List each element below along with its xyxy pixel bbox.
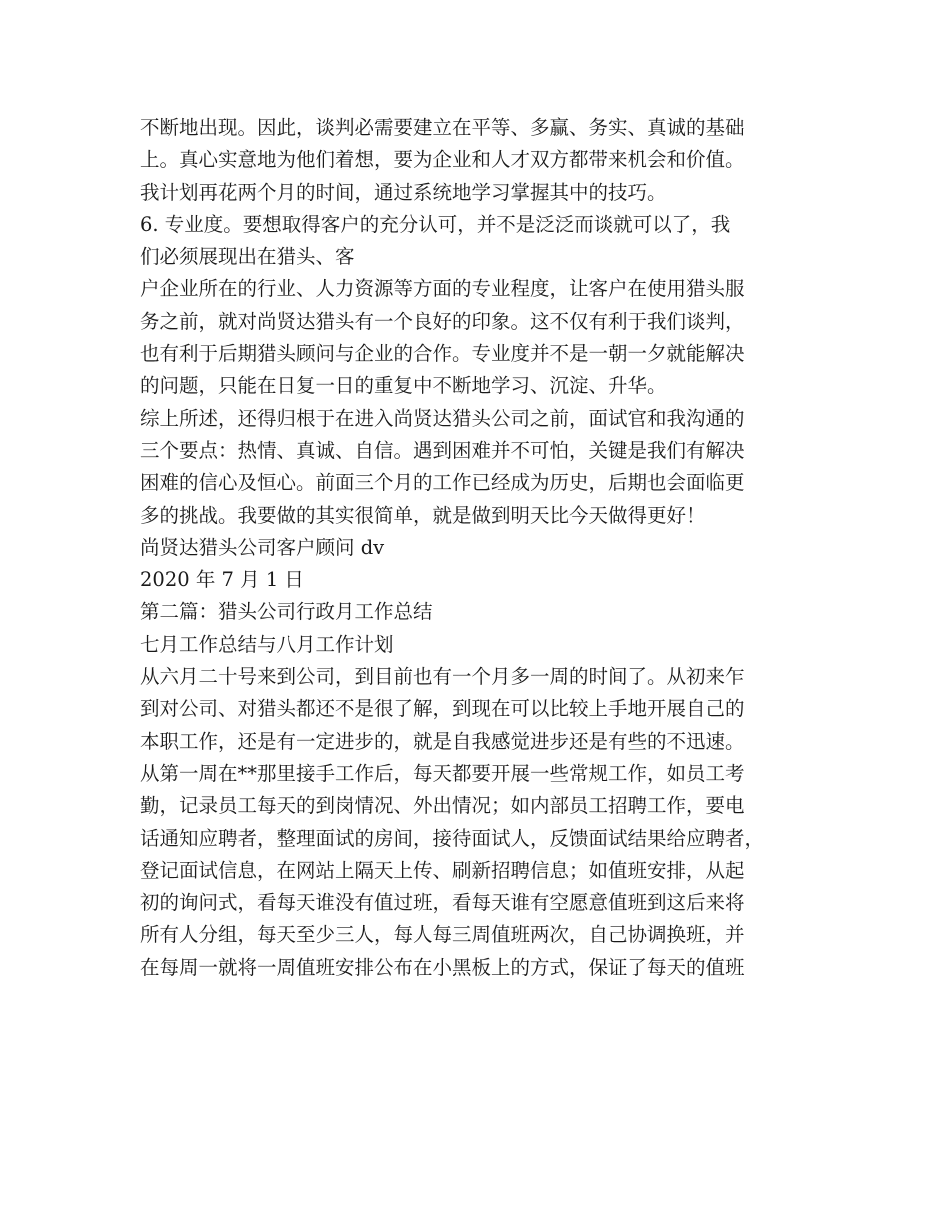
text-line: 本职工作，还是有一定进步的，就是自我感觉进步还是有些的不迅速。 [140,729,745,753]
text-line: 初的询问式，看每天谁没有值过班，看每天谁有空愿意值班到这后来将 [140,891,745,915]
text-line: 户企业所在的行业、人力资源等方面的专业程度，让客户在使用猎头服 [140,277,745,301]
text-line: 勤，记录员工每天的到岗情况、外出情况；如内部员工招聘工作，要电 [140,794,745,818]
text-line: 不断地出现。因此，谈判必需要建立在平等、多赢、务实、真诚的基础 [140,116,745,139]
signature-line: 尚贤达猎头公司客户顾问 dv [140,535,385,559]
text-line: 6. 专业度。要想取得客户的充分认可，并不是泛泛而谈就可以了，我 [140,212,731,236]
text-line: 综上所述，还得归根于在进入尚贤达猎头公司之前，面试官和我沟通的 [140,406,745,430]
text-line: 我计划再花两个月的时间，通过系统地学习掌握其中的技巧。 [140,180,667,204]
text-line: 在每周一就将一周值班安排公布在小黑板上的方式，保证了每天的值班 [140,955,745,979]
text-line: 三个要点：热情、真诚、自信。遇到困难并不可怕，关键是我们有解决 [140,438,745,462]
text-line: 们必须展现出在猎头、客 [140,245,355,269]
section-subtitle: 七月工作总结与八月工作计划 [140,632,394,656]
text-line: 困难的信心及恒心。前面三个月的工作已经成为历史，后期也会面临更 [140,471,745,495]
text-line: 的问题，只能在日复一日的重复中不断地学习、沉淀、升华。 [140,374,667,398]
text-line: 到对公司、对猎头都还不是很了解，到现在可以比较上手地开展自己的 [140,697,745,721]
text-line: 多的挑战。我要做的其实很简单，就是做到明天比今天做得更好！ [140,503,706,527]
text-line: 务之前，就对尚贤达猎头有一个良好的印象。这不仅有利于我们谈判， [140,309,745,333]
text-line: 所有人分组，每天至少三人，每人每三周值班两次，自己协调换班，并 [140,923,745,947]
document-body [140,112,820,984]
text-line: 上。真心实意地为他们着想，要为企业和人才双方都带来机会和价值。 [140,148,745,172]
text-line: 从六月二十号来到公司，到目前也有一个月多一周的时间了。从初来乍 [140,665,745,689]
date-line: 2020 年 7 月 1 日 [140,568,304,592]
text-line: 也有利于后期猎头顾问与企业的合作。专业度并不是一朝一夕就能解决 [140,342,745,366]
section-title: 第二篇：猎头公司行政月工作总结 [140,600,433,624]
text-line: 话通知应聘者，整理面试的房间，接待面试人，反馈面试结果给应聘者， [140,826,765,850]
text-line: 登记面试信息，在网站上隔天上传、刷新招聘信息；如值班安排，从起 [140,858,745,882]
text-line: 从第一周在**那里接手工作后，每天都要开展一些常规工作，如员工考 [140,761,745,785]
